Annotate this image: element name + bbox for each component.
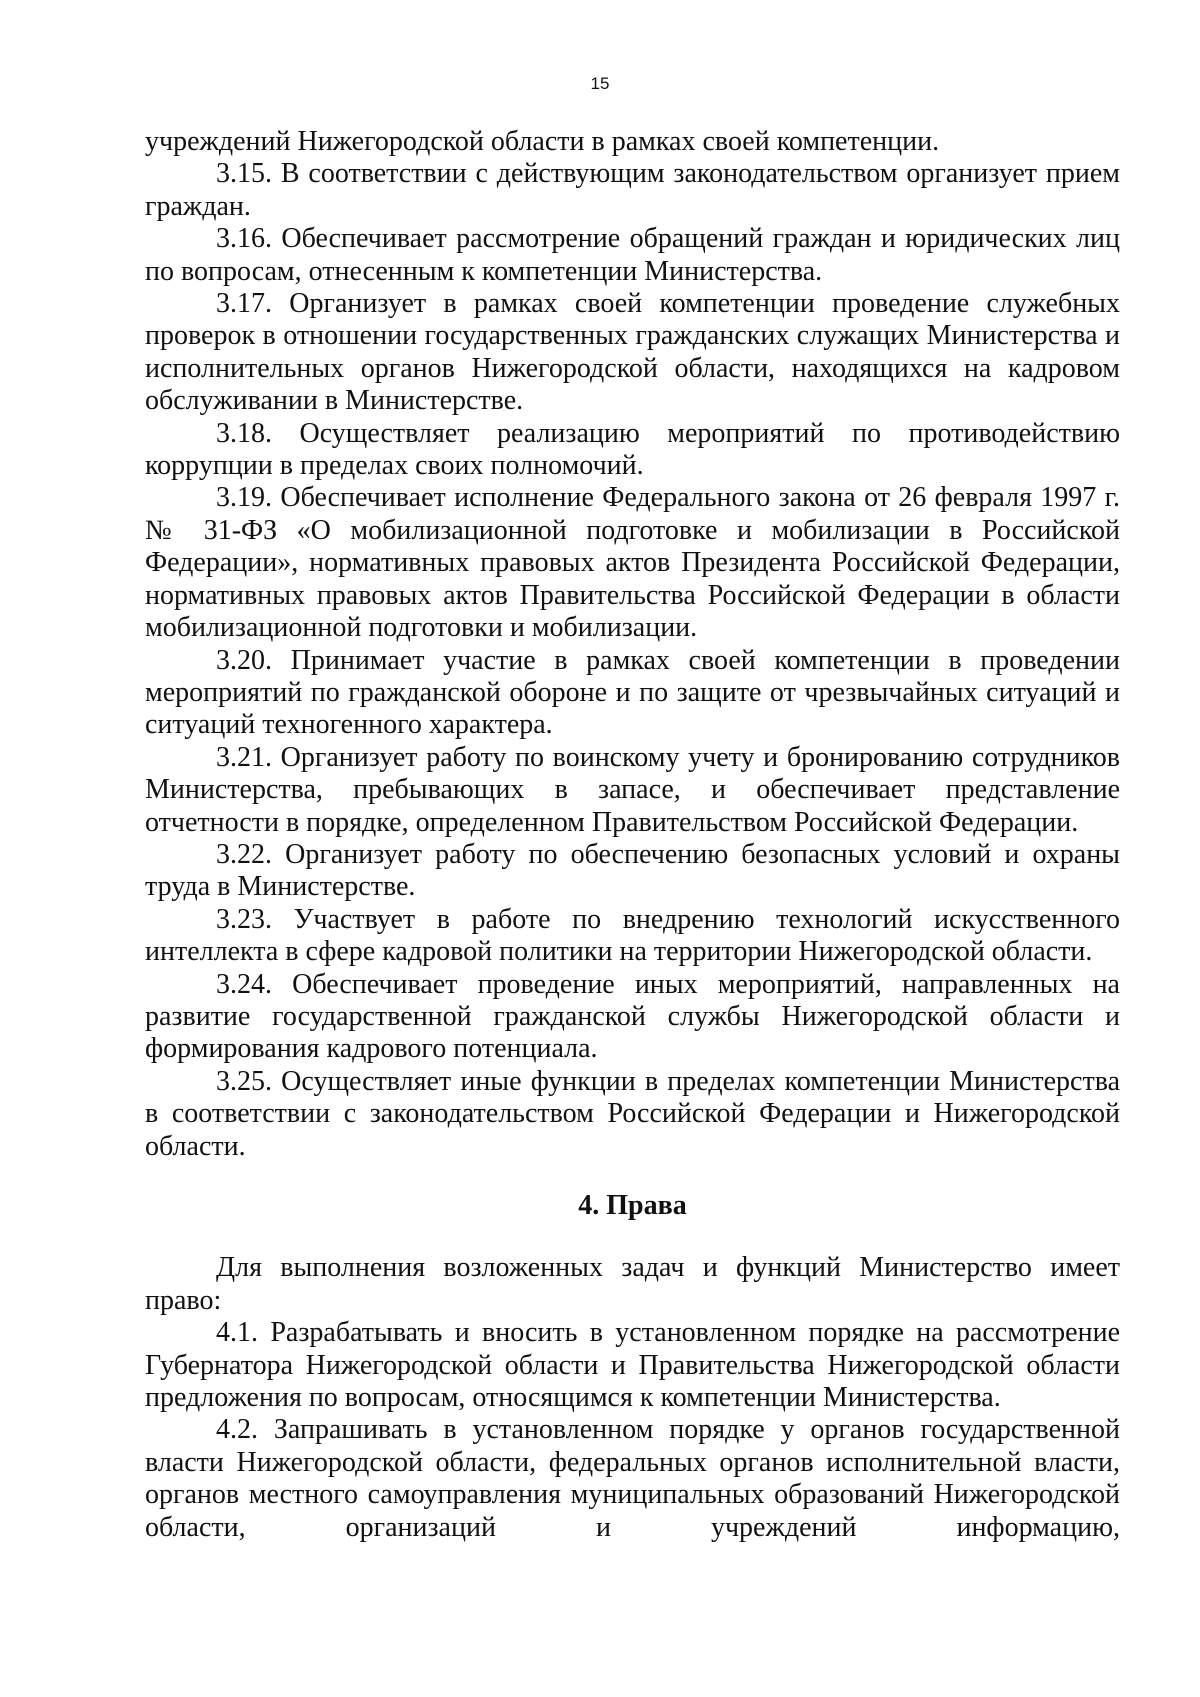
document-body [145,126,1120,1544]
paragraph-3-15: 3.15. В соответствии с действующим законодательством организует прием граждан. [145,158,1120,222]
paragraph-3-17: 3.17. Организует в рамках своей компетенции проведение служебных проверок в отношении государственных гражданских служащих Министерства и исполнительных органов Нижегородской области, находящихся на кадровом обслуживании в Министерстве. [145,288,1120,417]
paragraph-3-25: 3.25. Осуществляет иные функции в пределах компетенции Министерства в соответствии с законодательством Российской Федерации и Нижегородской области. [145,1065,1120,1162]
paragraph-4-2: 4.2. Запрашивать в установленном порядке у органов государственной власти Нижегородской области, федеральных органов исполнительной власти, органов местного самоуправления муниципальных образований Нижегородской области, организаций и учреждений информацию, [145,1414,1120,1543]
paragraph-3-22: 3.22. Организует работу по обеспечению безопасных условий и охраны труда в Министерстве. [145,838,1120,903]
page-number: 15 [590,74,610,93]
paragraph-rights-intro: Для выполнения возложенных задач и функций Министерство имеет право: [145,1252,1120,1316]
paragraph-3-18: 3.18. Осуществляет реализацию мероприятий по противодействию коррупции в пределах своих полномочий. [145,417,1120,482]
paragraph-4-1: 4.1. Разрабатывать и вносить в установленном порядке на рассмотрение Губернатора Нижегородской области и Правительства Нижегородской области предложения по вопросам, относящимся к компетенции Министерства. [145,1317,1120,1414]
section-4-rights [145,1252,1120,1544]
paragraph-3-23: 3.23. Участвует в работе по внедрению технологий искусственного интеллекта в сфере кадровой политики на территории Нижегородской области. [145,903,1120,968]
paragraph-3-16: 3.16. Обеспечивает рассмотрение обращений граждан и юридических лиц по вопросам, отнесенным к компетенции Министерства. [145,223,1120,287]
paragraph-3-21: 3.21. Организует работу по воинскому учету и бронированию сотрудников Министерства, пребывающих в запасе, и обеспечивает представление отчетности в порядке, определенном Правительством Российской Федерации. [145,741,1120,838]
paragraph-3-19: 3.19. Обеспечивает исполнение Федерального закона от 26 февраля 1997 г. № 31-ФЗ «О мобилизационной подготовке и мобилизации в Российской Федерации», нормативных правовых актов Президента Российской Федерации, нормативных правовых актов Правительства Российской Федерации в области мобилизационной подготовки и мобилизации. [145,482,1120,644]
section-heading: 4. Права [578,1190,687,1221]
paragraph-3-24: 3.24. Обеспечивает проведение иных мероприятий, направленных на развитие государственной гражданской службы Нижегородской области и формирования кадрового потенциала. [145,968,1120,1065]
paragraph: учреждений Нижегородской области в рамках своей компетенции. [145,126,940,157]
section-3-continuation [145,126,1120,1163]
paragraph-3-20: 3.20. Принимает участие в рамках своей компетенции в проведении мероприятий по гражданской обороне и по защите от чрезвычайных ситуаций и ситуаций техногенного характера. [145,644,1120,741]
